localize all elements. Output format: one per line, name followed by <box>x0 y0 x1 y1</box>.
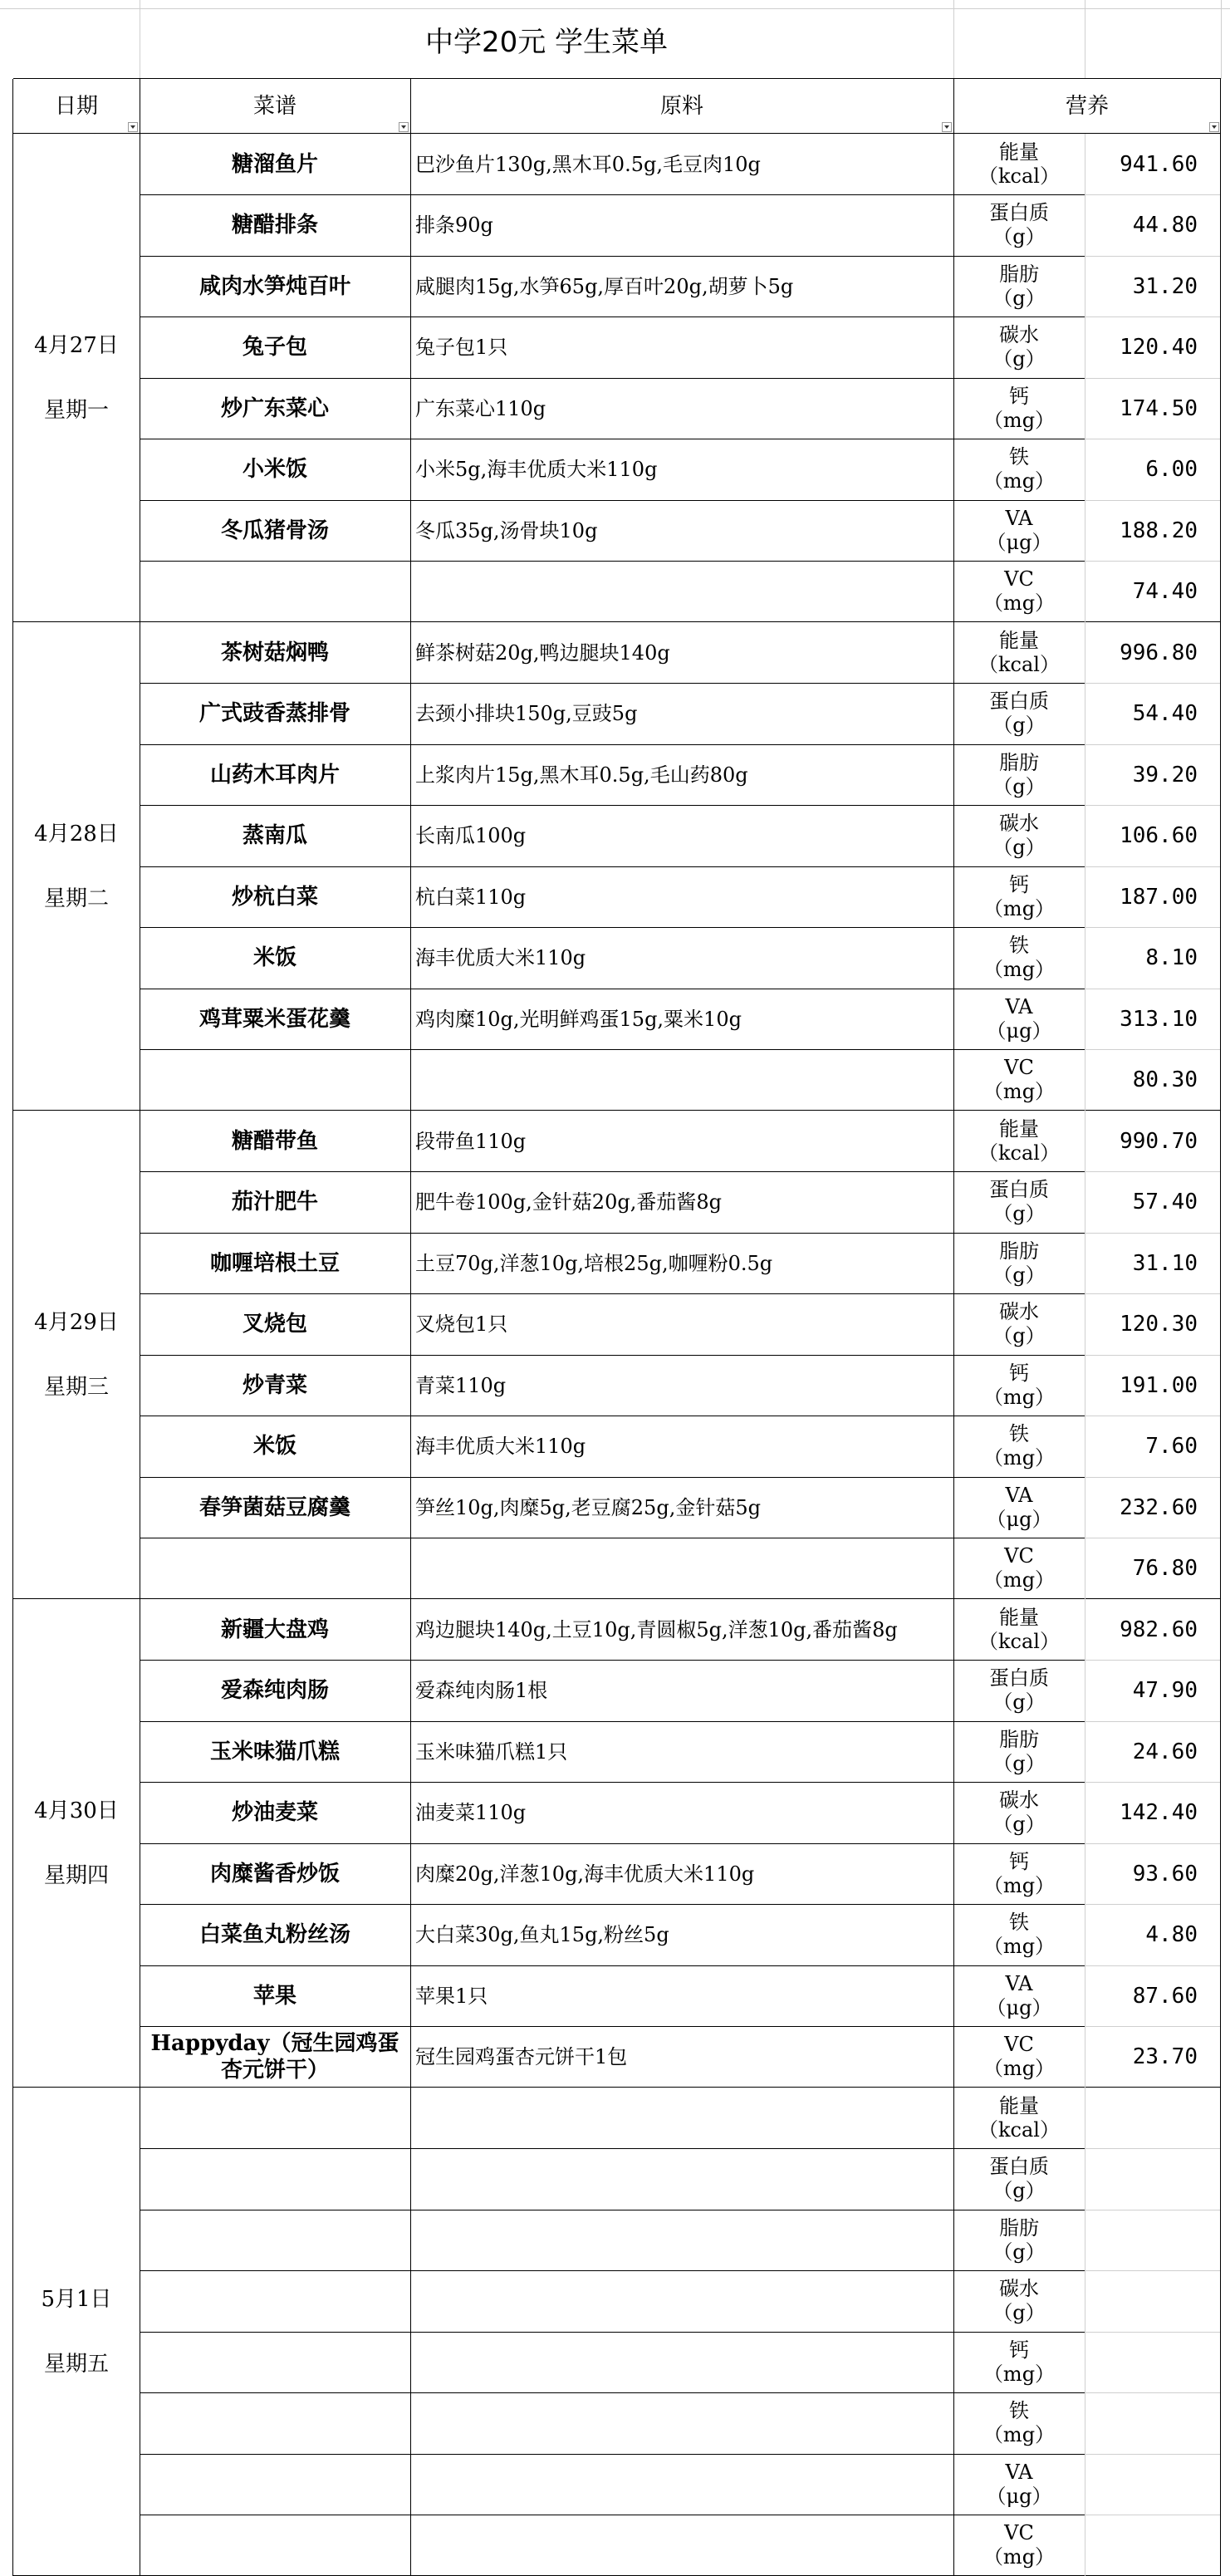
grid-line <box>140 2270 1085 2271</box>
grid-line <box>140 561 1085 562</box>
grid-line <box>1085 683 1221 684</box>
dish-name[interactable]: 炒广东菜心 <box>140 378 410 439</box>
dish-name[interactable]: 肉糜酱香炒饭 <box>140 1843 410 1905</box>
dish-name[interactable]: 苹果 <box>140 1965 410 2027</box>
ingredients-text[interactable] <box>410 1050 953 1111</box>
dish-name[interactable]: 玉米味猫爪糕 <box>140 1721 410 1783</box>
grid-line <box>1085 1843 1221 1844</box>
nutrient-label: 脂肪 （g） <box>953 1721 1085 1783</box>
header-date[interactable]: 日期 <box>13 79 140 134</box>
dish-name[interactable] <box>140 2271 410 2333</box>
grid-line <box>140 1904 1085 1905</box>
dish-name[interactable]: 炒油麦菜 <box>140 1783 410 1844</box>
nutrient-value[interactable]: 74.40 <box>1085 562 1221 623</box>
nutrient-label: 能量 （kcal） <box>953 2088 1085 2149</box>
nutrient-value[interactable] <box>1085 2210 1221 2271</box>
grid-line <box>140 2332 1085 2333</box>
date-cell <box>13 1111 140 1599</box>
nutrient-label: 能量 （kcal） <box>953 622 1085 684</box>
ingredients-text[interactable]: 笋丝10g,肉糜5g,老豆腐25g,金针菇5g <box>410 1477 953 1538</box>
dish-name[interactable]: Happyday（冠生园鸡蛋杏元饼干） <box>140 2027 410 2088</box>
dish-name[interactable]: 米饭 <box>140 928 410 989</box>
header-dish[interactable]: 菜谱 <box>140 79 410 134</box>
ingredients-text[interactable]: 巴沙鱼片130g,黑木耳0.5g,毛豆肉10g <box>410 134 953 195</box>
dish-name[interactable] <box>140 2149 410 2210</box>
nutrient-label: 钙 （mg） <box>953 2332 1085 2393</box>
grid-line <box>1085 1904 1221 1905</box>
grid-line <box>1085 2148 1221 2149</box>
dish-name[interactable] <box>140 2393 410 2455</box>
ingredients-text[interactable]: 兔子包1只 <box>410 317 953 379</box>
nutrient-label: 能量 （kcal） <box>953 134 1085 195</box>
ingredients-text[interactable]: 鸡边腿块140g,土豆10g,青圆椒5g,洋葱10g,番茄酱8g <box>410 1599 953 1661</box>
ingredients-text[interactable] <box>410 2393 953 2455</box>
ingredients-text[interactable]: 肉糜20g,洋葱10g,海丰优质大米110g <box>410 1843 953 1905</box>
dish-name[interactable] <box>140 562 410 623</box>
grid-line <box>1085 1233 1221 1234</box>
grid-line <box>410 79 411 2576</box>
date-label: 4月30日 <box>34 1798 119 1825</box>
dish-name[interactable]: 糖溜鱼片 <box>140 134 410 195</box>
grid-line <box>140 1660 1085 1661</box>
grid-line <box>13 78 1221 79</box>
dish-name[interactable] <box>140 2210 410 2271</box>
nutrient-label: 碳水 （g） <box>953 806 1085 867</box>
grid-line <box>12 79 13 2576</box>
nutrient-value[interactable]: 996.80 <box>1085 622 1221 684</box>
grid-line <box>1085 1660 1221 1661</box>
grid-line <box>140 2148 1085 2149</box>
dish-name[interactable]: 糖醋排条 <box>140 195 410 257</box>
nutrient-label: 钙 （mg） <box>953 378 1085 439</box>
nutrient-label: 铁 （mg） <box>953 1905 1085 1966</box>
dish-name[interactable]: 米饭 <box>140 1416 410 1478</box>
nutrient-label: 铁 （mg） <box>953 2393 1085 2455</box>
dish-name[interactable] <box>140 2088 410 2149</box>
nutrient-value[interactable] <box>1085 2454 1221 2515</box>
ingredients-text[interactable]: 油麦菜110g <box>410 1783 953 1844</box>
grid-line <box>1085 1721 1221 1722</box>
grid-line <box>1085 378 1221 379</box>
dish-name[interactable]: 白菜鱼丸粉丝汤 <box>140 1905 410 1966</box>
grid-line <box>1085 2270 1221 2271</box>
nutrient-value[interactable]: 142.40 <box>1085 1783 1221 1844</box>
dish-name[interactable]: 茶树菇焖鸭 <box>140 622 410 684</box>
ingredients-text[interactable]: 长南瓜100g <box>410 806 953 867</box>
grid-line <box>1085 500 1221 501</box>
grid-line <box>1085 256 1221 257</box>
nutrient-value[interactable]: 57.40 <box>1085 1172 1221 1234</box>
ingredients-text[interactable]: 上浆肉片15g,黑木耳0.5g,毛山药80g <box>410 744 953 806</box>
dish-name[interactable]: 咖喱培根土豆 <box>140 1233 410 1294</box>
ingredients-text[interactable] <box>410 2454 953 2515</box>
grid-line <box>1085 316 1221 317</box>
ingredients-text[interactable]: 去颈小排块150g,豆豉5g <box>410 684 953 745</box>
nutrient-value[interactable] <box>1085 2088 1221 2149</box>
grid-line <box>140 500 1085 501</box>
grid-line <box>0 8 1230 9</box>
ingredients-text[interactable]: 青菜110g <box>410 1355 953 1416</box>
sheet-title: 中学20元 学生菜单 <box>140 8 953 76</box>
header-nutrition[interactable]: 营养 <box>953 79 1221 134</box>
ingredients-text[interactable]: 叉烧包1只 <box>410 1294 953 1356</box>
nutrient-value[interactable]: 7.60 <box>1085 1416 1221 1478</box>
ingredients-text[interactable]: 冠生园鸡蛋杏元饼干1包 <box>410 2027 953 2088</box>
nutrient-label: 碳水 （g） <box>953 317 1085 379</box>
ingredients-text[interactable]: 排条90g <box>410 195 953 257</box>
nutrient-value[interactable]: 31.10 <box>1085 1233 1221 1294</box>
ingredients-text[interactable]: 段带鱼110g <box>410 1111 953 1172</box>
nutrient-label: VA （μg） <box>953 2454 1085 2515</box>
nutrient-value[interactable]: 6.00 <box>1085 439 1221 501</box>
dish-name[interactable] <box>140 2332 410 2393</box>
grid-line <box>1085 2392 1221 2393</box>
nutrient-label: 钙 （mg） <box>953 1355 1085 1416</box>
ingredients-text[interactable]: 杭白菜110g <box>410 866 953 928</box>
header-ingredients[interactable]: 原料 <box>410 79 953 134</box>
grid-line <box>1085 561 1221 562</box>
nutrient-label: VC （mg） <box>953 1050 1085 1111</box>
dish-name[interactable]: 叉烧包 <box>140 1294 410 1356</box>
nutrient-value[interactable]: 990.70 <box>1085 1111 1221 1172</box>
ingredients-text[interactable] <box>410 562 953 623</box>
date-label: 5月1日 <box>41 2286 111 2313</box>
ingredients-text[interactable]: 土豆70g,洋葱10g,培根25g,咖喱粉0.5g <box>410 1233 953 1294</box>
nutrient-label: 钙 （mg） <box>953 1843 1085 1905</box>
ingredients-text[interactable]: 肥牛卷100g,金针菇20g,番茄酱8g <box>410 1172 953 1234</box>
nutrient-label: 脂肪 （g） <box>953 744 1085 806</box>
grid-line <box>140 1355 1085 1356</box>
nutrient-value[interactable] <box>1085 2149 1221 2210</box>
weekday-label: 星期二 <box>44 886 109 913</box>
grid-line <box>1085 927 1221 928</box>
grid-line <box>1085 1049 1221 1050</box>
nutrient-label: VA （μg） <box>953 1965 1085 2027</box>
nutrient-label: 蛋白质 （g） <box>953 1661 1085 1722</box>
dish-name[interactable]: 爱森纯肉肠 <box>140 1661 410 1722</box>
grid-line <box>1085 1293 1221 1294</box>
nutrient-value[interactable]: 76.80 <box>1085 1538 1221 1600</box>
grid-line <box>1085 744 1221 745</box>
nutrient-value[interactable]: 8.10 <box>1085 928 1221 989</box>
grid-line <box>140 683 1085 684</box>
nutrient-label: 蛋白质 （g） <box>953 684 1085 745</box>
date-cell <box>13 622 140 1111</box>
dish-name[interactable]: 广式豉香蒸排骨 <box>140 684 410 745</box>
nutrient-value[interactable]: 982.60 <box>1085 1599 1221 1661</box>
nutrient-label: 碳水 （g） <box>953 1783 1085 1844</box>
grid-line <box>140 1965 1085 1966</box>
filter-dropdown-dish[interactable] <box>399 122 409 132</box>
date-label: 4月28日 <box>34 821 119 848</box>
dish-name[interactable]: 蒸南瓜 <box>140 806 410 867</box>
grid-line <box>140 866 1085 867</box>
date-cell <box>13 2088 140 2576</box>
grid-line <box>140 194 1085 195</box>
dish-name[interactable]: 春笋菌菇豆腐羹 <box>140 1477 410 1538</box>
grid-line <box>140 1049 1085 1050</box>
filter-dropdown-ingredients[interactable] <box>942 122 952 132</box>
nutrient-value[interactable]: 232.60 <box>1085 1477 1221 1538</box>
grid-line <box>140 805 1085 806</box>
nutrient-label: 碳水 （g） <box>953 1294 1085 1356</box>
ingredients-text[interactable]: 爱森纯肉肠1根 <box>410 1661 953 1722</box>
dish-name[interactable] <box>140 1538 410 1600</box>
grid-line <box>140 1782 1085 1783</box>
grid-line <box>1085 805 1221 806</box>
nutrient-label: VC （mg） <box>953 1538 1085 1600</box>
dish-name[interactable]: 新疆大盘鸡 <box>140 1599 410 1661</box>
nutrient-label: 脂肪 （g） <box>953 1233 1085 1294</box>
grid-line <box>1085 1171 1221 1172</box>
nutrient-label: 蛋白质 （g） <box>953 195 1085 257</box>
nutrient-label: 铁 （mg） <box>953 928 1085 989</box>
date-label: 4月27日 <box>34 332 119 360</box>
nutrient-value[interactable] <box>1085 2515 1221 2576</box>
dish-name[interactable]: 兔子包 <box>140 317 410 379</box>
grid-line <box>140 316 1085 317</box>
nutrient-value[interactable]: 47.90 <box>1085 1661 1221 1722</box>
weekday-label: 星期三 <box>44 1374 109 1401</box>
grid-line <box>140 927 1085 928</box>
dish-name[interactable]: 糖醋带鱼 <box>140 1111 410 1172</box>
nutrient-value[interactable]: 44.80 <box>1085 195 1221 257</box>
grid-line <box>140 378 1085 379</box>
ingredients-text[interactable] <box>410 2271 953 2333</box>
dish-name[interactable] <box>140 2454 410 2515</box>
nutrient-value[interactable] <box>1085 2271 1221 2333</box>
nutrient-value[interactable]: 187.00 <box>1085 866 1221 928</box>
ingredients-text[interactable] <box>410 2149 953 2210</box>
grid-line <box>1085 2332 1221 2333</box>
ingredients-text[interactable]: 大白菜30g,鱼丸15g,粉丝5g <box>410 1905 953 1966</box>
dish-name[interactable]: 小米饭 <box>140 439 410 501</box>
dish-name[interactable]: 咸肉水笋炖百叶 <box>140 256 410 317</box>
dish-name[interactable] <box>140 1050 410 1111</box>
grid-line <box>1085 1355 1221 1356</box>
nutrient-value[interactable]: 174.50 <box>1085 378 1221 439</box>
grid-line <box>140 2454 1085 2455</box>
nutrient-label: 铁 （mg） <box>953 1416 1085 1478</box>
nutrient-label: 蛋白质 （g） <box>953 1172 1085 1234</box>
nutrient-label: VC （mg） <box>953 562 1085 623</box>
grid-line <box>140 256 1085 257</box>
ingredients-text[interactable]: 冬瓜35g,汤骨块10g <box>410 500 953 562</box>
grid-line <box>1085 194 1221 195</box>
grid-line <box>1220 79 1221 2576</box>
nutrient-value[interactable]: 106.60 <box>1085 806 1221 867</box>
grid-line <box>953 79 954 2576</box>
date-label: 4月29日 <box>34 1309 119 1337</box>
grid-line <box>140 1293 1085 1294</box>
grid-line <box>1221 0 1222 79</box>
grid-line <box>1085 1965 1221 1966</box>
grid-line <box>1085 1477 1221 1478</box>
weekday-label: 星期五 <box>44 2351 109 2378</box>
grid-line <box>953 0 954 79</box>
dish-name[interactable]: 山药木耳肉片 <box>140 744 410 806</box>
ingredients-text[interactable] <box>410 2210 953 2271</box>
dish-name[interactable]: 茄汁肥牛 <box>140 1172 410 1234</box>
nutrient-value[interactable] <box>1085 2332 1221 2393</box>
nutrient-value[interactable]: 31.20 <box>1085 256 1221 317</box>
grid-line <box>140 1477 1085 1478</box>
nutrient-value[interactable]: 24.60 <box>1085 1721 1221 1783</box>
nutrient-value[interactable]: 23.70 <box>1085 2027 1221 2088</box>
nutrient-label: VC （mg） <box>953 2515 1085 2576</box>
nutrient-label: 能量 （kcal） <box>953 1111 1085 1172</box>
ingredients-text[interactable] <box>410 1538 953 1600</box>
grid-line <box>1085 866 1221 867</box>
nutrient-label: 蛋白质 （g） <box>953 2149 1085 2210</box>
ingredients-text[interactable]: 咸腿肉15g,水笋65g,厚百叶20g,胡萝卜5g <box>410 256 953 317</box>
grid-line <box>1085 2026 1221 2027</box>
dish-name[interactable]: 炒青菜 <box>140 1355 410 1416</box>
grid-line <box>140 744 1085 745</box>
date-cell <box>13 1599 140 2088</box>
nutrient-label: 脂肪 （g） <box>953 256 1085 317</box>
ingredients-text[interactable] <box>410 2088 953 2149</box>
ingredients-text[interactable] <box>410 2515 953 2576</box>
nutrient-label: VC （mg） <box>953 2027 1085 2088</box>
nutrient-label: 碳水 （g） <box>953 2271 1085 2333</box>
ingredients-text[interactable] <box>410 2332 953 2393</box>
weekday-label: 星期四 <box>44 1862 109 1890</box>
dish-name[interactable]: 鸡茸粟米蛋花羹 <box>140 989 410 1050</box>
grid-line <box>140 1171 1085 1172</box>
nutrient-label: 钙 （mg） <box>953 866 1085 928</box>
nutrient-value[interactable]: 120.40 <box>1085 317 1221 379</box>
nutrient-value[interactable]: 87.60 <box>1085 1965 1221 2027</box>
nutrient-value[interactable]: 941.60 <box>1085 134 1221 195</box>
grid-line <box>140 1843 1085 1844</box>
nutrient-label: 铁 （mg） <box>953 439 1085 501</box>
grid-line <box>140 1721 1085 1722</box>
nutrient-value[interactable]: 4.80 <box>1085 1905 1221 1966</box>
filter-dropdown-date[interactable] <box>128 122 138 132</box>
ingredients-text[interactable]: 海丰优质大米110g <box>410 928 953 989</box>
grid-line <box>1085 1782 1221 1783</box>
nutrient-value[interactable] <box>1085 2393 1221 2455</box>
nutrient-label: 脂肪 （g） <box>953 2210 1085 2271</box>
grid-line <box>140 2392 1085 2393</box>
ingredients-text[interactable]: 海丰优质大米110g <box>410 1416 953 1478</box>
nutrient-label: VA （μg） <box>953 1477 1085 1538</box>
grid-line <box>1085 2454 1221 2455</box>
nutrient-label: VA （μg） <box>953 989 1085 1050</box>
date-cell <box>13 134 140 622</box>
dish-name[interactable] <box>140 2515 410 2576</box>
grid-line <box>140 1233 1085 1234</box>
grid-line <box>140 2026 1085 2027</box>
nutrient-value[interactable]: 313.10 <box>1085 989 1221 1050</box>
dish-name[interactable]: 炒杭白菜 <box>140 866 410 928</box>
ingredients-text[interactable]: 鲜茶树菇20g,鸭边腿块140g <box>410 622 953 684</box>
nutrient-label: 能量 （kcal） <box>953 1599 1085 1661</box>
dish-name[interactable]: 冬瓜猪骨汤 <box>140 500 410 562</box>
nutrient-value[interactable]: 54.40 <box>1085 684 1221 745</box>
nutrient-value[interactable]: 191.00 <box>1085 1355 1221 1416</box>
ingredients-text[interactable]: 小米5g,海丰优质大米110g <box>410 439 953 501</box>
nutrient-value[interactable]: 80.30 <box>1085 1050 1221 1111</box>
nutrient-value[interactable]: 188.20 <box>1085 500 1221 562</box>
ingredients-text[interactable]: 苹果1只 <box>410 1965 953 2027</box>
ingredients-text[interactable]: 广东菜心110g <box>410 378 953 439</box>
ingredients-text[interactable]: 玉米味猫爪糕1只 <box>410 1721 953 1783</box>
ingredients-text[interactable]: 鸡肉糜10g,光明鲜鸡蛋15g,粟米10g <box>410 989 953 1050</box>
nutrient-label: VA （μg） <box>953 500 1085 562</box>
weekday-label: 星期一 <box>44 397 109 424</box>
nutrient-value[interactable]: 120.30 <box>1085 1294 1221 1356</box>
nutrient-value[interactable]: 93.60 <box>1085 1843 1221 1905</box>
filter-dropdown-nutrition[interactable] <box>1209 122 1219 132</box>
nutrient-value[interactable]: 39.20 <box>1085 744 1221 806</box>
